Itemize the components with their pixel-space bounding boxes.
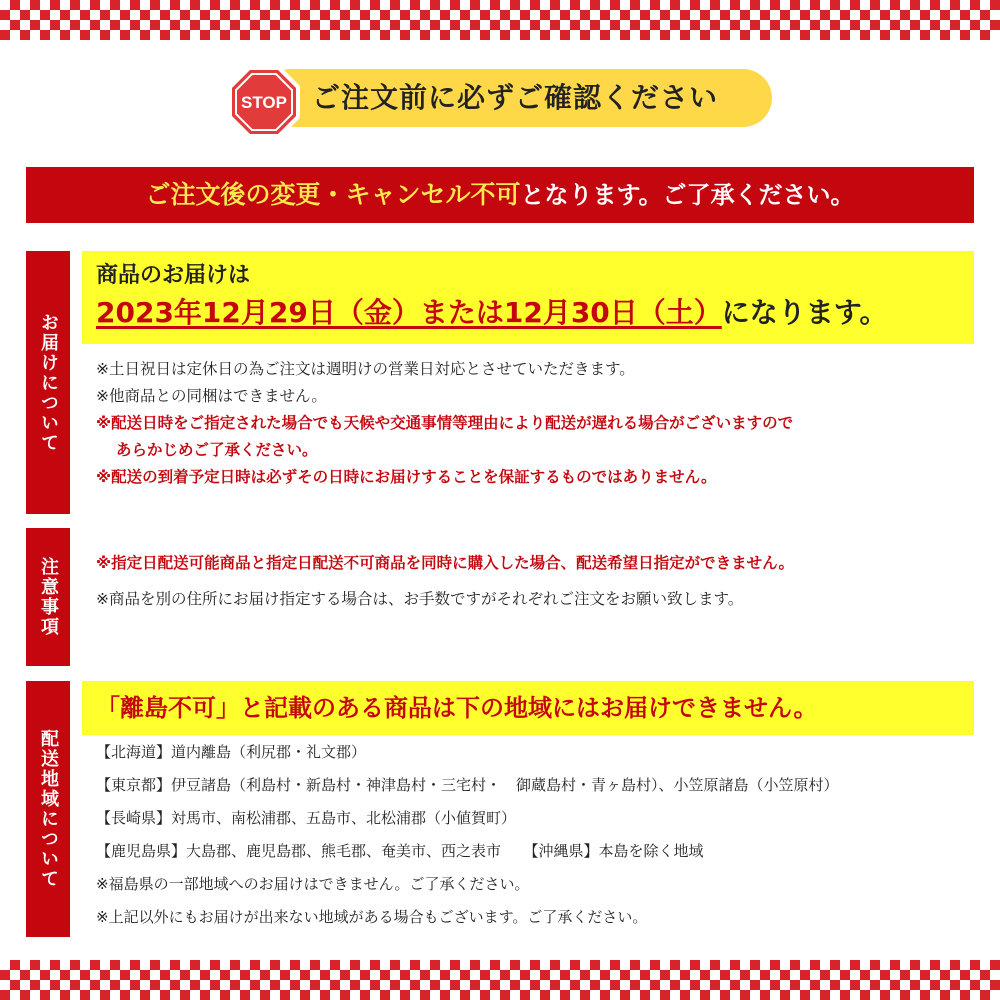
delivery-red-note-2: あらかじめご了承ください。 (116, 441, 318, 459)
delivery-date: 2023年12月29日（金）または12月30日（土） (96, 296, 722, 329)
tab-delivery (26, 251, 70, 514)
notice-banner (26, 167, 974, 223)
region-line-kagoshima-okinawa: 【鹿児島県】大島郡、鹿児島郡、熊毛郡、奄美市、西之表市 【沖縄県】本島を除く地域 (96, 842, 704, 860)
region-line-nagasaki: 【長崎県】対馬市、南松浦郡、五島市、北松浦郡（小値賀町） (96, 809, 517, 827)
tab-regions (26, 681, 70, 937)
tab-caution (26, 528, 70, 666)
region-note-other: ※上記以外にもお届けが出来ない地域がある場合もございます。ご了承ください。 (96, 908, 648, 926)
delivery-date-line (96, 291, 888, 335)
tab-caution-label: 注意事項 (38, 557, 59, 637)
caution-red-note: ※指定日配送可能商品と指定日配送不可商品を同時に購入した場合、配送希望日指定ができません。 (96, 554, 795, 572)
delivery-note-1: ※土日祝日は定休日の為ご注文は週明けの営業日対応とさせていただきます。 (96, 360, 635, 378)
delivery-date-box (82, 251, 974, 344)
delivery-note-2: ※他商品との同梱はできません。 (96, 387, 327, 405)
stop-label: STOP (241, 93, 287, 112)
regions-heading: 「離島不可」と記載のある商品は下の地域にはお届けできません。 (96, 694, 818, 722)
region-line-tokyo: 【東京都】伊豆諸島（利島村・新島村・神津島村・三宅村・ 御蔵島村・青ヶ島村）、小笠原諸島（小笠原村） (96, 776, 839, 794)
tab-regions-label: 配送地域について (38, 729, 59, 889)
region-note-fukushima: ※福島県の一部地域へのお届けはできません。ご了承ください。 (96, 875, 530, 893)
notice-rest: となります。ご了承ください。 (520, 181, 855, 209)
notice-highlight: ご注文後の変更・キャンセル不可 (145, 180, 521, 209)
delivery-red-note-3: ※配送の到着予定日時は必ずその日時にお届けすることを保証するものではありません。 (96, 468, 717, 486)
checker-border-bottom (0, 960, 1000, 1000)
delivery-date-suffix: になります。 (721, 296, 888, 329)
checker-border-top (0, 0, 1000, 40)
delivery-intro: 商品のお届けは (96, 263, 251, 288)
region-line-hokkaido: 【北海道】道内離島（利尻郡・礼文郡） (96, 743, 367, 761)
regions-heading-box (82, 681, 974, 735)
stop-sign-icon (226, 64, 302, 140)
caution-note: ※商品を別の住所にお届け指定する場合は、お手数ですがそれぞれご注文をお願い致します。 (96, 590, 744, 608)
page-title: ご注文前に必ずご確認ください (312, 81, 719, 114)
delivery-red-note-1: ※配送日時をご指定された場合でも天候や交通事情等理由により配送が遅れる場合がございますので (96, 414, 794, 432)
tab-delivery-label: お届けについて (38, 312, 59, 453)
